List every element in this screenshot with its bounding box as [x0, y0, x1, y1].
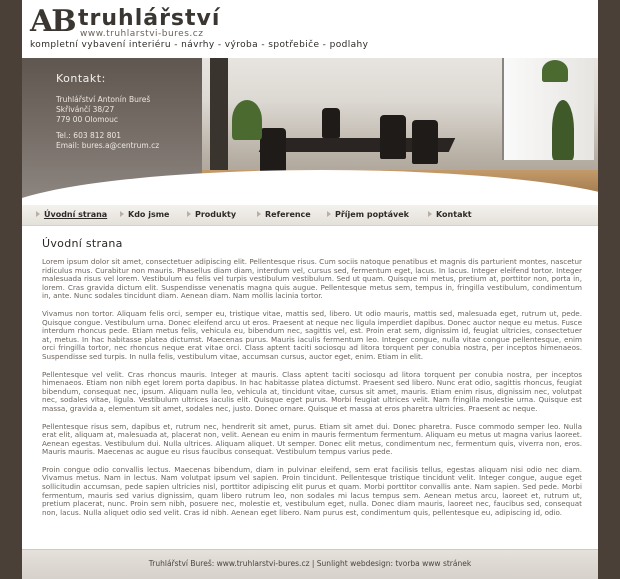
content-paragraph: Pellentesque vel velit. Cras rhoncus mauris. Integer at mauris. Class aptent taciti sociosqu ad litora torquent per conubia nostra, per inceptos himenaeos. Etiam non nibh eget lorem porta dapibus. In hac habitasse platea dictumst. Praesent sed libero. Nunc erat odio, sagittis rhoncus, feugiat bibendum, consequat nec, ipsum. Aliquam nulla leo, vehicula at, tincidunt vitae, cursus sit amet, mauris. Etiam enim risus, dignissim nec, volutpat nec, sodales vitae, ligula. Vestibulum ultrices iaculis elit. Quisque eget purus. Morbi feugiat ultrices velit. Nam fringilla molestie urna. Quisque est massa, gravida a, elementum sit amet, sodales nec, justo. Donec ornare. Quisque et massa at eros pharetra ultricies. Praesent ac neque.	[42, 369, 582, 413]
contact-phone: Tel.: 603 812 801	[56, 131, 122, 140]
tagline: kompletní vybavení interiéru - návrhy - výroba - spotřebiče - podlahy	[30, 40, 369, 50]
contact-city: 779 00 Olomouc	[56, 115, 118, 124]
nav-label: Kontakt	[436, 210, 472, 219]
photo-plant	[232, 100, 262, 140]
footer-text[interactable]: Truhlářství Bureš: www.truhlarstvi-bures.cz | Sunlight webdesign: tvorba www stránek	[148, 559, 472, 568]
nav-item-kontakt[interactable]	[428, 210, 472, 219]
contact-block	[56, 72, 159, 151]
nav-arrow-icon	[428, 211, 432, 217]
photo-chair	[260, 128, 286, 172]
photo-chair	[380, 115, 406, 159]
content-paragraph: Pellentesque risus sem, dapibus et, rutrum nec, hendrerit sit amet, purus. Etiam sit amet dui. Donec pharetra. Fusce commodo semper leo. Nulla erat elit, aliquam at, malesuada at, placerat non, velit. Aenean eu enim in mauris fermentum fermentum. Aliquam eu metus ut magna varius laoreet. Aenean egestas. Vestibulum dui. Nulla ultrices. Aliquam aliquet. Ut semper. Donec elit metus, condimentum nec, fermentum quis, viverra non, eros. Mauris mauris. Maecenas ac augue eu risus faucibus consequat. Vestibulum tempus varius pede.	[42, 421, 582, 457]
nav-item-reference[interactable]	[257, 210, 311, 219]
nav-arrow-icon	[120, 211, 124, 217]
contact-heading: Kontakt:	[56, 72, 106, 85]
logo-name[interactable]: truhlářství	[78, 6, 221, 31]
photo-chair	[412, 120, 438, 164]
header	[22, 0, 598, 200]
left-border	[0, 0, 22, 578]
right-border	[598, 0, 620, 578]
nav-arrow-icon	[257, 211, 261, 217]
photo-plant	[552, 100, 574, 160]
logo-area	[22, 0, 598, 58]
contact-street: Skřivánčí 38/27	[56, 105, 115, 114]
nav-item-prijem-poptavek[interactable]	[327, 210, 409, 219]
logo-mark[interactable]: AB	[30, 4, 75, 39]
main-content	[42, 237, 582, 526]
page	[22, 0, 598, 578]
logo-url: www.truhlarstvi-bures.cz	[80, 29, 204, 39]
nav-item-uvodni-strana[interactable]	[36, 210, 107, 219]
contact-email[interactable]: Email: bures.a@centrum.cz	[56, 141, 160, 150]
content-paragraph: Vivamus non tortor. Aliquam felis orci, semper eu, tristique vitae, mattis sed, libero. Ut odio mauris, mattis sed, malesuada eget, rutrum ut, pede. Quisque congue. Vestibulum urna. Donec eleifend arcu ut eros. Praesent at neque nec ligula imperdiet dapibus. Donec auctor neque eu metus. Fusce interdum rhoncus pede. Etiam metus felis, vehicula eu, bibendum nec, sagittis vel, est. Proin erat sem, dignissim id, feugiat ultricies, consectetuer at, metus. In hac habitasse platea dictumst. Maecenas purus. Mauris iaculis fermentum leo. Integer congue, nulla vitae congue pellentesque, enim orci fringilla tortor, nec rhoncus neque erat vitae orci. Class aptent taciti sociosqu ad litora torquent per conubia nostra, per inceptos himenaeos. Suspendisse sed turpis. In nulla felis, vestibulum vitae, accumsan cursus, auctor eget, enim. Etiam in elit.	[42, 308, 582, 361]
nav-label: Úvodní strana	[44, 210, 108, 219]
nav-item-kdo-jsme[interactable]	[120, 210, 169, 219]
nav-label: Produkty	[195, 210, 237, 219]
nav-label: Příjem poptávek	[335, 210, 409, 219]
nav-label: Reference	[265, 210, 311, 219]
nav-arrow-icon	[187, 211, 191, 217]
photo-chair	[322, 108, 340, 138]
nav-arrow-icon	[327, 211, 331, 217]
content-paragraph: Proin congue odio convallis lectus. Maecenas bibendum, diam in pulvinar eleifend, sem erat facilisis tellus, egestas aliquam nisi odio nec diam. Vivamus metus. Nam in lectus. Nam volutpat ipsum vel sapien. Proin tincidunt. Pellentesque tristique tincidunt velit. Integer congue, augue eget sollicitudin accumsan, pede sapien ultricies nisl, porttitor adipiscing elit purus et quam. Morbi porttitor convallis ante. Nam sapien. Sed pede. Morbi fermentum, mauris sed varius dignissim, quam libero rutrum leo, non sodales mi lacus tempus sem. Aenean metus arcu, laoreet et, rutrum ut, pretium placerat, nunc. Proin sem nibh, posuere nec, molestie et, vestibulum eget, nulla. Donec diam mauris, laoreet nec, faucibus sed, consequat non, lacus. Nulla aliquet odio sed velit. Cras id nibh. Aenean eget libero. Nam purus est, condimentum quis, pellentesque eu, adipiscing id, odio.	[42, 464, 582, 517]
nav-label: Kdo jsme	[128, 210, 170, 219]
footer	[22, 549, 598, 579]
nav-item-produkty[interactable]	[187, 210, 236, 219]
page-title: Úvodní strana	[42, 237, 123, 250]
main-nav	[22, 205, 598, 226]
contact-name: Truhlářství Antonín Bureš	[56, 95, 151, 104]
nav-arrow-icon	[36, 211, 40, 217]
content-paragraph: Lorem ipsum dolor sit amet, consectetuer adipiscing elit. Pellentesque risus. Cum sociis natoque penatibus et magnis dis parturient montes, nascetur ridiculus mus. Curabitur non mauris. Phasellus diam diam, interdum vel, cursus sed, fermentum eget, lacus. In lacus. Integer eleifend tortor. Integer malesuada risus vel lorem. Vestibulum eu felis vel turpis vestibulum vestibulum. Sed ut quam. Quisque mi metus, pretium at, porttitor non, porta in, lorem. Cras gravida dictum elit. Suspendisse venenatis magna quis augue. Pellentesque metus sem, tempus in, fringilla vestibulum, condimentum in, ante. Nunc sodales tincidunt diam. Aenean diam. Nam mollis lacinia tortor.	[42, 257, 582, 301]
photo-plant	[542, 60, 568, 82]
